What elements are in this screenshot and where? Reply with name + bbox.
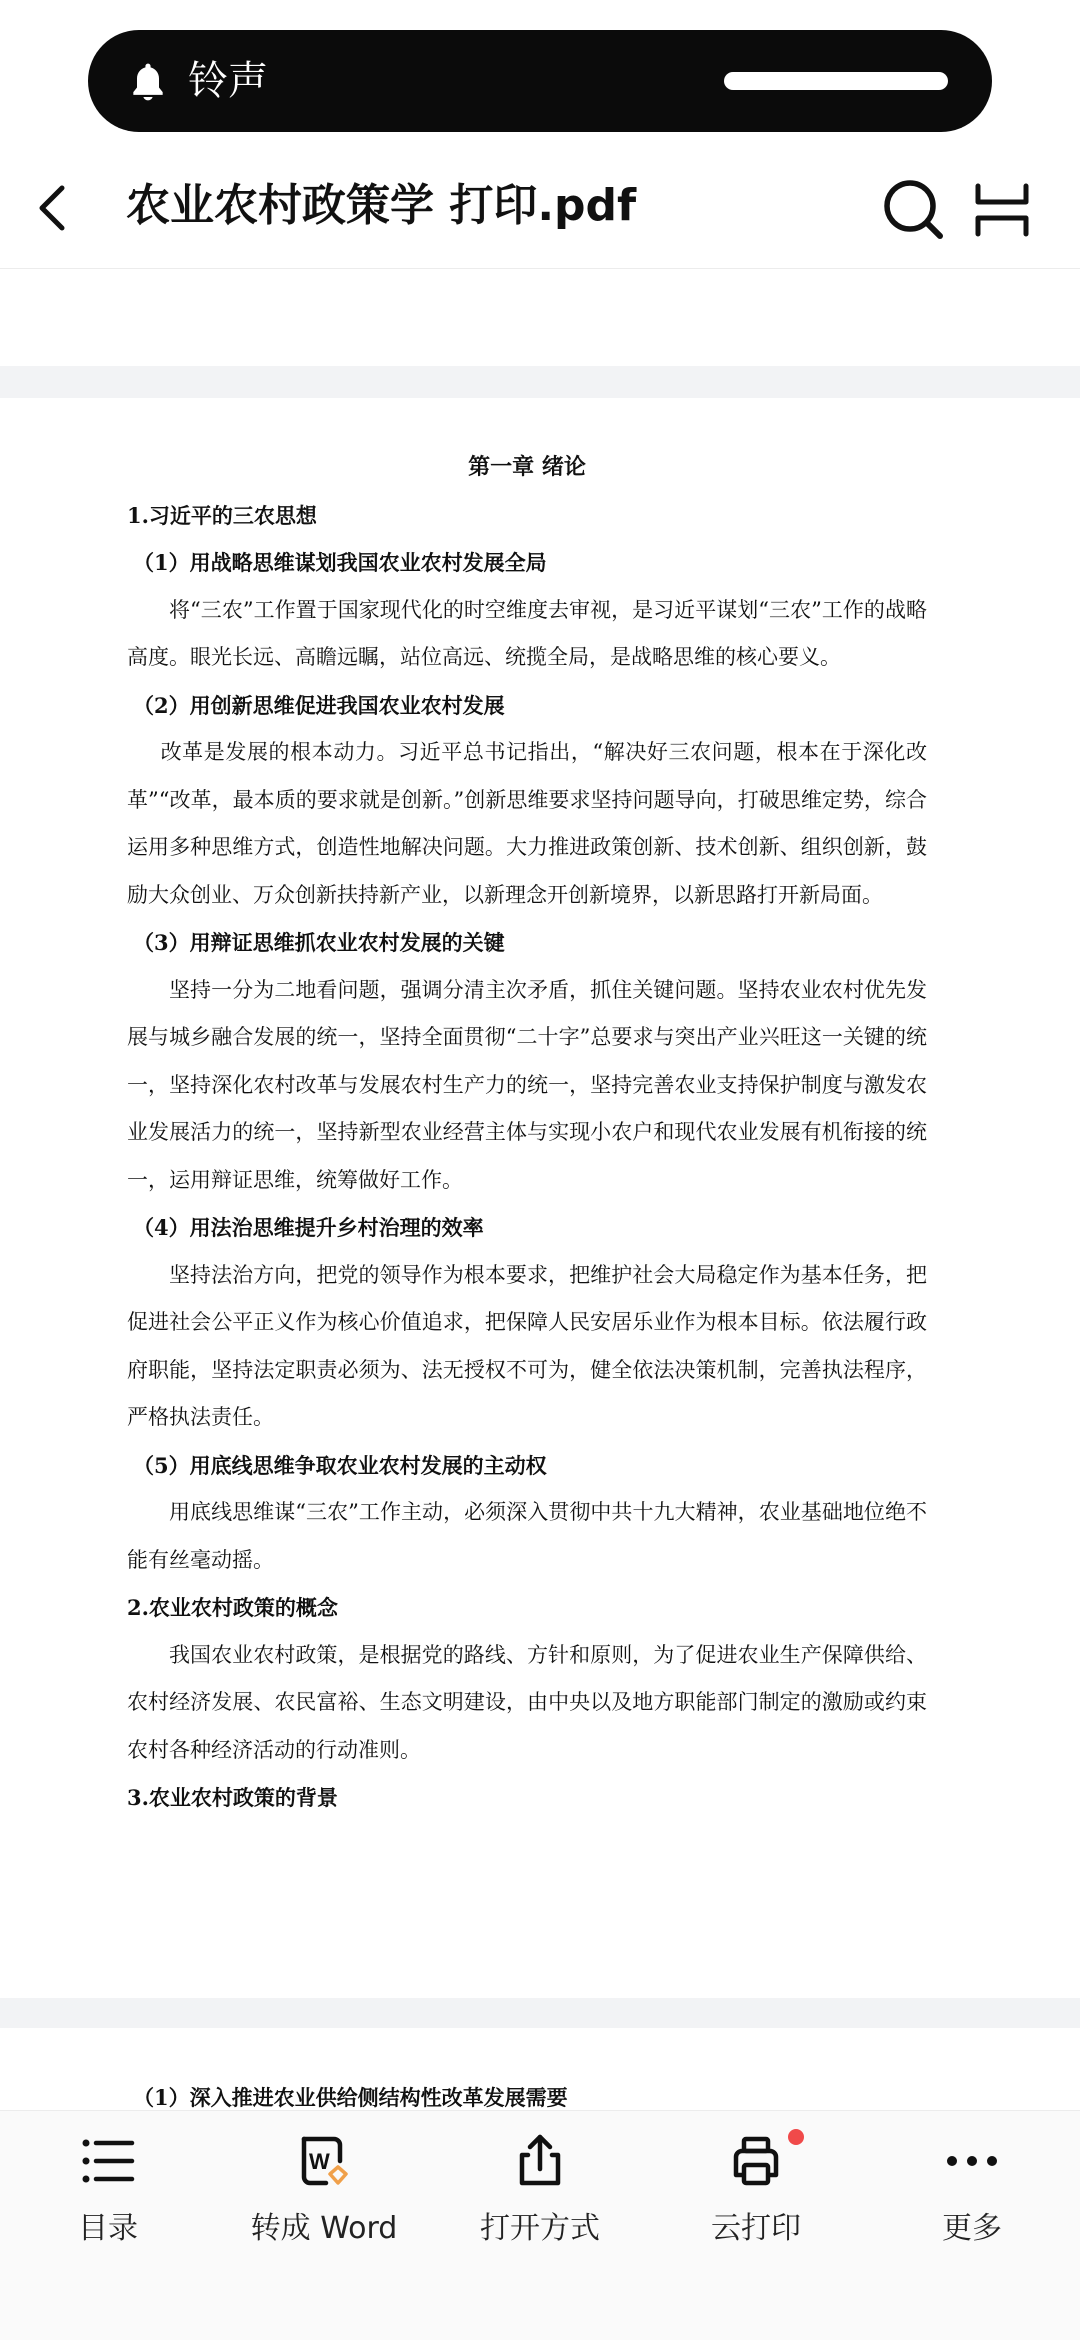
catalog-button[interactable] [0,2111,216,2340]
subsection-heading: （4）用法治思维提升乡村治理的效率 [133,1215,484,1240]
more-icon [942,2131,1002,2191]
cloud-print-label: 云打印 [711,2211,801,2246]
bottom-toolbar [0,2110,1080,2340]
notification-dot [788,2129,804,2145]
paragraph: 我国农业农村政策，是根据党的路线、方针和原则，为了促进农业生产保障供给、农村经济发展、农民富裕、生态文明建设，由中央以及地方职能部门制定的激励或约束农村各种经济活动的行动准则。 [127,1642,927,1762]
paragraph: 坚持法治方向，把党的领导作为根本要求，把维护社会大局稳定作为基本任务，把促进社会公平正义作为核心价值追求，把保障人民安居乐业作为根本目标。依法履行政府职能，坚持法定职责必须为、法无授权不可为，健全依法决策机制，完善执法程序，严格执法责任。 [127,1262,927,1429]
pdf-page[interactable] [0,398,1080,1998]
section-heading: 1.习近平的三农思想 [127,502,317,528]
more-button[interactable] [864,2111,1080,2340]
convert-to-word-button[interactable] [216,2111,432,2340]
document-title: 农业农村政策学 打印.pdf [126,180,637,231]
open-with-label: 打开方式 [480,2211,600,2246]
top-bar [0,150,1080,269]
volume-bar [724,72,948,90]
paragraph: 将“三农”工作置于国家现代化的时空维度去审视，是习近平谋划“三农”工作的战略高度。眼光长远、高瞻远瞩，站位高远、统揽全局，是战略思维的核心要义。 [127,597,927,669]
paragraph: 坚持一分为二地看问题，强调分清主次矛盾，抓住关键问题。坚持农业农村优先发展与城乡融合发展的统一，坚持全面贯彻“二十字”总要求与突出产业兴旺这一关键的统一，坚持深化农村改革与发展农村生产力的统一，坚持完善农业支持保护制度与激发农业发展活力的统一，坚持新型农业经营主体与实现小农户和现代农业发展有机衔接的统一，运用辩证思维，统筹做好工作。 [127,977,927,1192]
back-icon[interactable] [24,178,84,238]
page-gap [0,366,1080,398]
open-with-button[interactable] [432,2111,648,2340]
chapter-title: 第一章 绪论 [468,454,586,480]
subsection-heading: （5）用底线思维争取农业农村发展的主动权 [133,1452,547,1478]
collapse-icon[interactable] [974,180,1030,240]
subsection-heading: （1）深入推进农业供给侧结构性改革发展需要 [133,2085,568,2110]
paragraph: 改革是发展的根本动力。习近平总书记指出，“解决好三农问题，根本在于深化改革”“改革，最本质的要求就是创新。”创新思维要求坚持问题导向，打破思维定势，综合运用多种思维方式，创造性地解决问题。大力推进政策创新、技术创新、组织创新，鼓励大众创业、万众创新扶持新产业，以新理念开创新境界，以新思路打开新局面。 [127,740,927,907]
share-icon [510,2131,570,2191]
section-heading: 2.农业农村政策的概念 [127,1595,338,1620]
list-icon [78,2131,138,2191]
subsection-heading: （3）用辩证思维抓农业农村发展的关键 [133,930,505,955]
more-label: 更多 [942,2211,1002,2246]
paragraph: 用底线思维谋“三农”工作主动，必须深入贯彻中共十九大精神，农业基础地位绝不能有丝毫动摇。 [127,1500,927,1572]
convert-to-word-label: 转成 Word [250,2211,398,2246]
ringer-label: 铃声 [188,58,268,104]
ringer-notification [88,30,992,132]
word-convert-icon [294,2131,354,2191]
search-icon[interactable] [880,176,946,242]
svg-text:W: W [309,2149,330,2174]
printer-icon [726,2131,786,2191]
subsection-heading: （2）用创新思维促进我国农业农村发展 [133,692,505,718]
subsection-heading: （1）用战略思维谋划我国农业农村发展全局 [133,550,547,575]
page-gap [0,1998,1080,2028]
page-content [127,444,927,1822]
bell-icon [126,60,170,104]
section-heading: 3.农业农村政策的背景 [127,1785,338,1810]
catalog-label: 目录 [78,2211,138,2246]
cloud-print-button[interactable] [648,2111,864,2340]
